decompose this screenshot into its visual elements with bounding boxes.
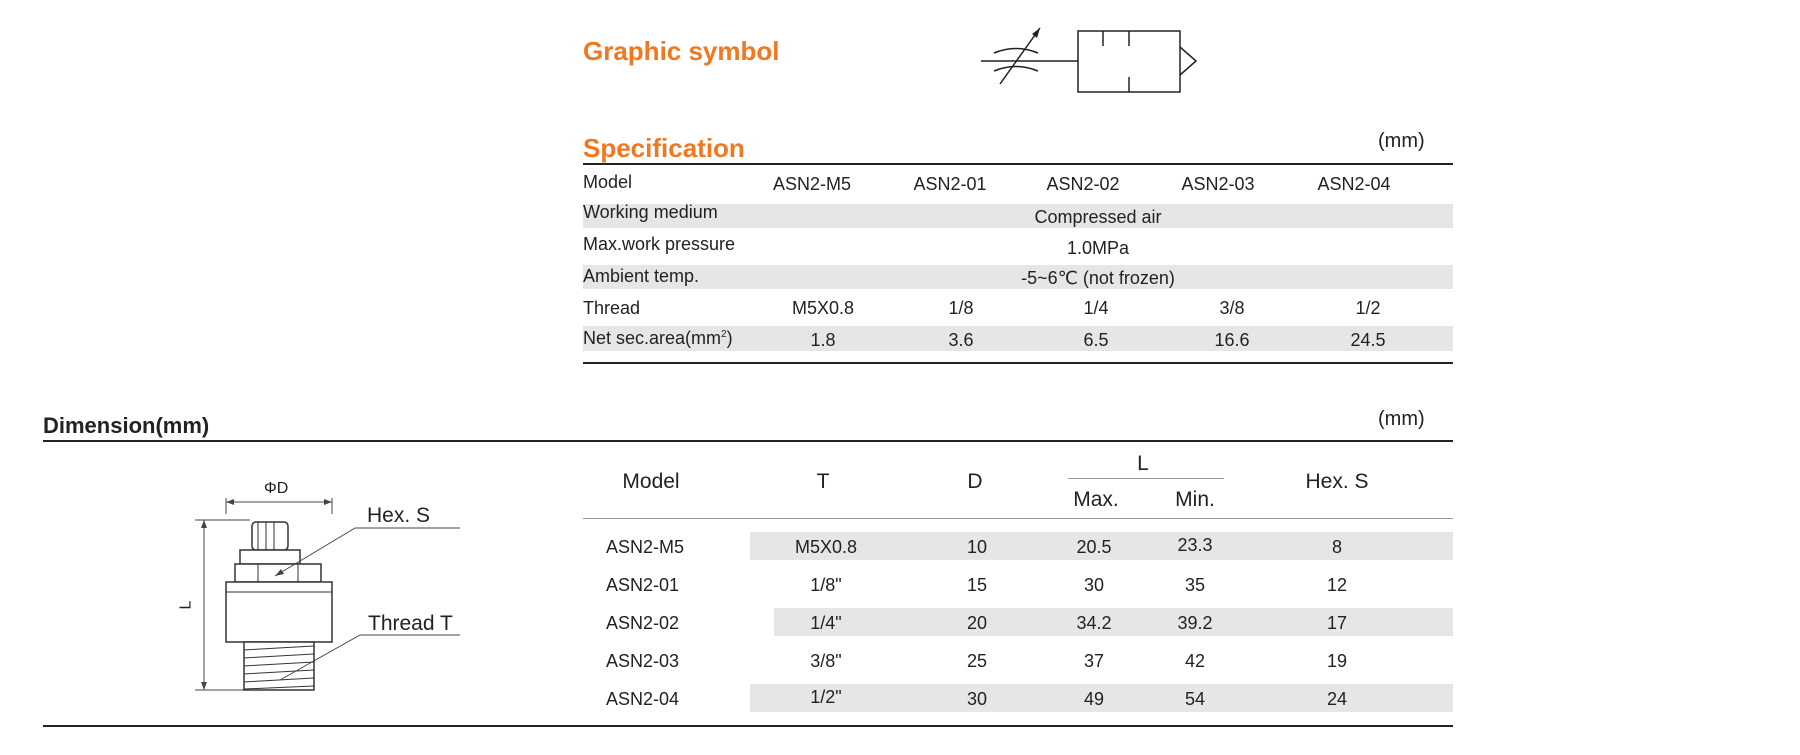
dim-header-rule: [583, 518, 1453, 519]
spec-thread-5: 1/2: [1355, 298, 1381, 318]
spec-area-3: 6.5: [1083, 330, 1109, 350]
drawing-label-hex-s: Hex. S: [367, 504, 431, 527]
dim-cell-hex: 8: [1331, 537, 1343, 557]
dim-cell-d: 10: [966, 537, 988, 557]
dim-cell-model: ASN2-04: [606, 689, 680, 709]
dim-cell-hex: 24: [1326, 689, 1348, 709]
spec-unit-label: (mm): [1378, 130, 1425, 152]
dim-cell-min: 35: [1184, 575, 1206, 595]
drawing-label-phi-d: ΦD: [264, 480, 289, 497]
dim-cell-min: 23.3: [1177, 535, 1213, 555]
specification-title: Specification: [583, 133, 745, 163]
dim-cell-max: 20.5: [1076, 537, 1112, 557]
dimension-top-rule: [43, 440, 1453, 442]
graphic-symbol-title: Graphic symbol: [583, 36, 780, 66]
dim-cell-hex: 17: [1326, 613, 1348, 633]
dimension-unit-label: (mm): [1378, 408, 1425, 430]
dim-cell-model: ASN2-03: [606, 651, 680, 671]
drawing-label-l: L: [177, 600, 195, 610]
dim-cell-max: 49: [1083, 689, 1105, 709]
dim-cell-hex: 12: [1326, 575, 1348, 595]
spec-area-5: 24.5: [1350, 330, 1386, 350]
spec-model-label: Model: [583, 172, 633, 192]
dim-header-l-max: Max.: [1073, 488, 1119, 511]
spec-temp-value: -5~6℃ (not frozen): [1021, 268, 1175, 288]
dim-cell-model: ASN2-M5: [606, 537, 685, 557]
dim-cell-t: 1/2": [810, 687, 842, 707]
spec-temp-label: Ambient temp.: [583, 266, 700, 286]
spec-model-1: ASN2-M5: [772, 174, 852, 194]
dim-cell-max: 34.2: [1076, 613, 1112, 633]
spec-pressure-label: Max.work pressure: [583, 234, 736, 254]
spec-area-2: 3.6: [948, 330, 974, 350]
dim-header-hex: Hex. S: [1305, 470, 1369, 493]
dimension-title: Dimension(mm): [43, 413, 210, 438]
spec-model-2: ASN2-01: [913, 174, 987, 194]
dimension-bottom-rule: [43, 725, 1453, 727]
dim-header-l: L: [1137, 452, 1149, 475]
silencer-symbol-icon: [978, 22, 1208, 102]
spec-model-5: ASN2-04: [1317, 174, 1391, 194]
dim-cell-t: 1/8": [810, 575, 842, 595]
dim-header-l-min: Min.: [1175, 488, 1215, 511]
dim-cell-d: 15: [966, 575, 988, 595]
spec-medium-label: Working medium: [583, 202, 718, 222]
spec-thread-label: Thread: [583, 298, 641, 318]
dim-cell-max: 37: [1083, 651, 1105, 671]
spec-thread-2: 1/8: [948, 298, 974, 318]
dim-cell-d: 25: [966, 651, 988, 671]
dim-cell-model: ASN2-01: [606, 575, 680, 595]
dim-row-shade-3: [774, 608, 1453, 636]
spec-area-4: 16.6: [1214, 330, 1250, 350]
spec-model-4: ASN2-03: [1181, 174, 1255, 194]
dim-header-d: D: [967, 470, 983, 493]
dim-cell-model: ASN2-02: [606, 613, 680, 633]
dim-cell-t: 1/4": [810, 613, 842, 633]
dim-cell-min: 42: [1184, 651, 1206, 671]
dim-cell-min: 39.2: [1177, 613, 1213, 633]
dim-cell-t: M5X0.8: [794, 537, 858, 557]
dim-cell-d: 30: [966, 689, 988, 709]
dim-cell-hex: 19: [1326, 651, 1348, 671]
spec-area-label: Net $\sec.area(mm^2)$: [583, 328, 733, 348]
spec-model-3: ASN2-02: [1046, 174, 1120, 194]
spec-medium-value: Compressed air: [1034, 207, 1162, 227]
drawing-label-thread-t: Thread T: [368, 612, 453, 635]
spec-row-shade-temp: [583, 265, 1453, 289]
spec-top-rule: [583, 163, 1453, 165]
dim-cell-d: 20: [966, 613, 988, 633]
dim-cell-min: 54: [1184, 689, 1206, 709]
spec-thread-1: M5X0.8: [791, 298, 855, 318]
silencer-drawing-icon: [180, 470, 490, 695]
dim-header-l-rule: [1068, 478, 1224, 479]
spec-bottom-rule: [583, 362, 1453, 364]
dim-header-t: T: [816, 470, 830, 493]
spec-pressure-value: 1.0MPa: [1066, 238, 1130, 258]
spec-thread-4: 3/8: [1219, 298, 1245, 318]
dim-cell-max: 30: [1083, 575, 1105, 595]
dim-header-model: Model: [622, 470, 680, 493]
spec-thread-3: 1/4: [1083, 298, 1109, 318]
spec-area-1: 1.8: [810, 330, 836, 350]
dim-cell-t: 3/8": [810, 651, 842, 671]
